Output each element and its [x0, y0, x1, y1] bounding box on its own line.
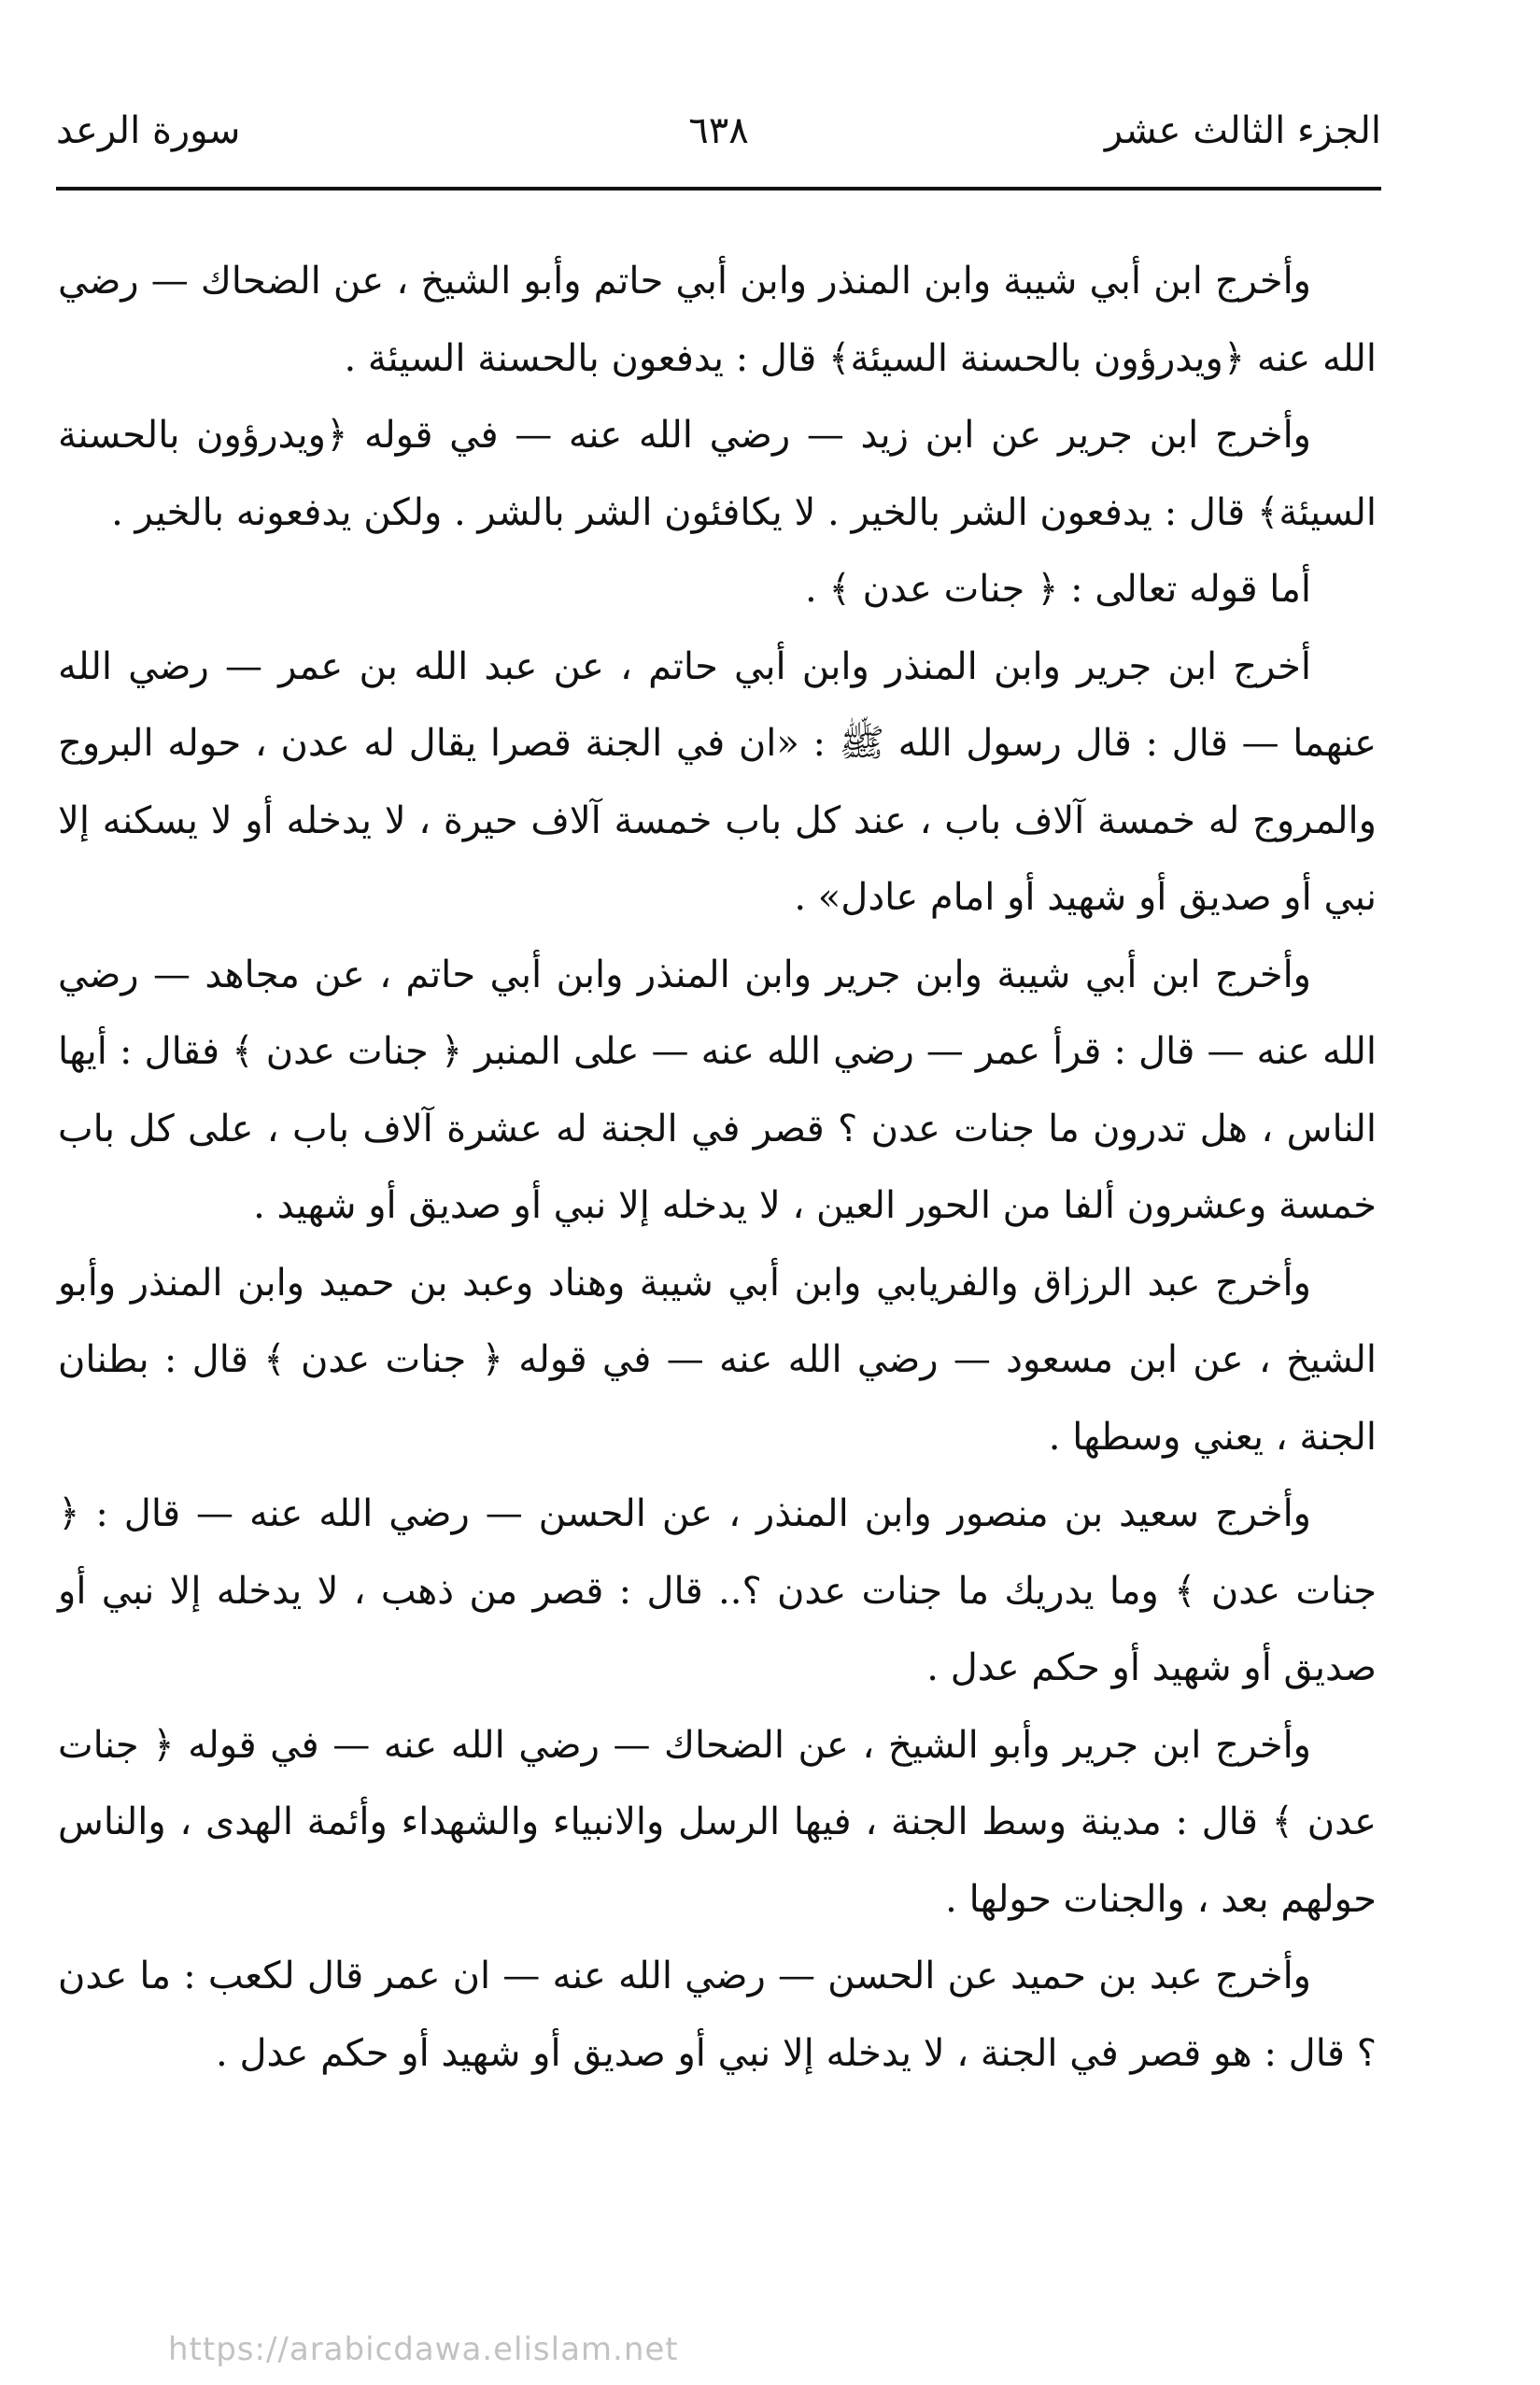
paragraph: وأخرج عبد بن حميد عن الحسن — رضي الله عنه — ان عمر قال لكعب : ما عدن ؟ قال : هو قصر في الجنة ، لا يدخله إلا نبي أو صديق أو شهيد أو حكم عدل . [58, 1955, 1377, 2075]
paragraph: وأخرج ابن أبي شيبة وابن المنذر وابن أبي حاتم وأبو الشيخ ، عن الضحاك — رضي الله عنه ﴿ويدرؤون بالحسنة السيئة﴾ قال : يدفعون بالحسنة السيئة . [58, 260, 1377, 380]
watermark-url: https://arabicdawa.elislam.net [168, 2331, 679, 2368]
surah-title: سورة الرعد [56, 109, 241, 152]
paragraph: أخرج ابن جرير وابن المنذر وابن أبي حاتم ، عن عبد الله بن عمر — رضي الله عنهما — قال : قال رسول الله ﷺ : «ان في الجنة قصرا يقال له عدن ، حوله البروج والمروج له خمسة آلاف باب ، عند كل باب خمسة آلاف حيرة ، لا يدخله أو لا يسكنه إلا نبي أو صديق أو شهيد أو امام عادل» . [58, 644, 1377, 919]
paragraph: وأخرج عبد الرزاق والفريابي وابن أبي شيبة وهناد وعبد بن حميد وابن المنذر وأبو الشيخ ، عن ابن مسعود — رضي الله عنه — في قوله ﴿ جنات عدن ﴾ قال : بطنان الجنة ، يعني وسطها . [58, 1261, 1377, 1459]
page-number: ٦٣٨ [688, 109, 749, 152]
paragraph: وأخرج ابن أبي شيبة وابن جرير وابن المنذر وابن أبي حاتم ، عن مجاهد — رضي الله عنه — قال : قرأ عمر — رضي الله عنه — على المنبر ﴿ جنات عدن ﴾ فقال : أيها الناس ، هل تدرون ما جنات عدن ؟ قصر في الجنة له عشرة آلاف باب ، على كل باب خمسة وعشرون ألفا من الحور العين ، لا يدخله إلا نبي أو صديق أو شهيد . [58, 953, 1377, 1227]
paragraph: وأخرج ابن جرير وأبو الشيخ ، عن الضحاك — رضي الله عنه — في قوله ﴿ جنات عدن ﴾ قال : مدينة وسط الجنة ، فيها الرسل والانبياء والشهداء وأئمة الهدى ، والناس حولهم بعد ، والجنات حولها . [58, 1723, 1377, 1921]
paragraph: وأخرج ابن جرير عن ابن زيد — رضي الله عنه — في قوله ﴿ويدرؤون بالحسنة السيئة﴾ قال : يدفعون الشر بالخير . لا يكافئون الشر بالشر . ولكن يدفعونه بالخير . [58, 414, 1377, 534]
page-header [56, 98, 1381, 163]
paragraph: وأخرج سعيد بن منصور وابن المنذر ، عن الحسن — رضي الله عنه — قال : ﴿ جنات عدن ﴾ وما يدريك ما جنات عدن ؟.. قال : قصر من ذهب ، لا يدخله إلا نبي أو صديق أو شهيد أو حكم عدل . [58, 1492, 1377, 1689]
paragraph: أما قوله تعالى : ﴿ جنات عدن ﴾ . [805, 568, 1311, 611]
header-divider [56, 187, 1381, 191]
part-title: الجزء الثالث عشر [1104, 109, 1381, 152]
page-body [58, 243, 1377, 2092]
